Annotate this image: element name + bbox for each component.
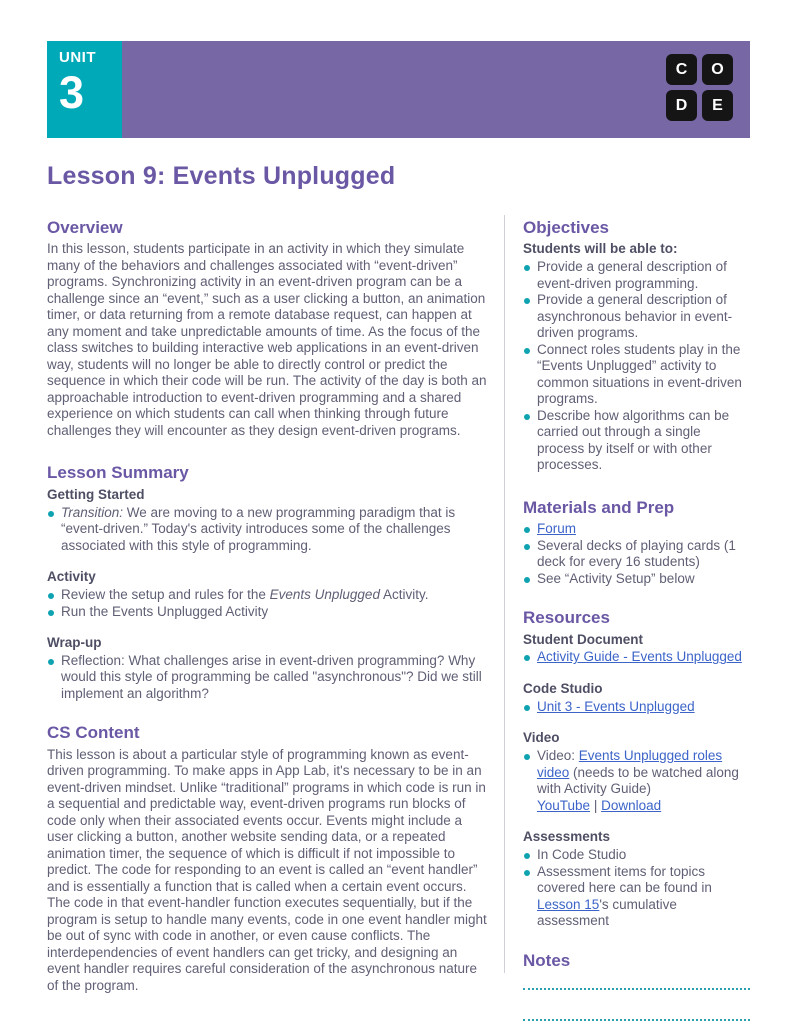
assessments-subheading: Assessments: [523, 829, 611, 845]
text-segment: Connect roles students play in the “Events Unplugged” activity to common situations in event-driven programs.: [537, 341, 742, 407]
notes-heading: Notes: [523, 950, 571, 970]
unit-label: UNIT: [59, 49, 96, 66]
list-item: [47, 653, 487, 703]
list-item: [523, 847, 750, 864]
list-item: [47, 604, 487, 621]
activity-subheading: Activity: [47, 569, 96, 585]
list-item: [523, 342, 750, 408]
getting-started-subheading: Getting Started: [47, 486, 145, 502]
getting-started-list: [47, 505, 487, 555]
link[interactable]: Unit 3 - Events Unplugged: [537, 698, 695, 714]
unit-box: [47, 41, 122, 138]
right-column: [523, 218, 750, 1021]
text-segment: In Code Studio: [537, 847, 627, 863]
logo-letter-c: C: [666, 54, 697, 85]
text-segment: (needs to be watched along with Activity Guide): [537, 764, 739, 797]
list-item: [523, 408, 750, 474]
video-subheading: Video: [523, 730, 560, 746]
student-document-subheading: Student Document: [523, 631, 643, 647]
notes-ruled-line: [523, 988, 750, 990]
objectives-list: [523, 259, 750, 474]
code-studio-list: [523, 699, 750, 716]
link[interactable]: Lesson 15: [537, 896, 600, 912]
list-item: [523, 748, 750, 814]
assessments-list: [523, 847, 750, 930]
text-segment: Reflection: What challenges arise in event-driven programming? Why would this style of programming be called "asynchronous"? Did we still implement an algorithm?: [61, 652, 482, 701]
code-studio-subheading: Code Studio: [523, 680, 603, 696]
lesson-summary-heading: Lesson Summary: [47, 463, 189, 483]
link[interactable]: Events Unplugged roles video: [537, 748, 723, 780]
text-segment: |: [590, 797, 602, 813]
logo-letter-e: E: [702, 90, 733, 121]
materials-list: [523, 521, 750, 587]
column-divider: [504, 215, 505, 973]
text-segment: 's cumulative assessment: [537, 896, 677, 929]
list-item: [523, 538, 750, 571]
student-document-list: [523, 649, 750, 666]
text-segment: Activity.: [379, 587, 429, 603]
link[interactable]: Forum: [537, 521, 577, 537]
logo-letter-d: D: [666, 90, 697, 121]
cs-content-body: This lesson is about a particular style of programming known as event-driven programming. To make apps in App Lab, it's necessary to be in an event-driven mindset. Unlike “traditional” programs in which code is run in a sequential and predictable way, event-driven programs run blocks of code only when their associated events occur. Events might include a user clicking a button, another website sending data, or a repeated animation timer, the sequence of which is difficult if not impossible to predict. The code for responding to an event is called an “event handler” and is essentially a function that is called when a certain event occurs. The code in that event-handler function executes sequentially, but if the program is setup to handle many events, code in one event handler might be out of sync with code in another, or even cause conflicts. The interdependencies of event handlers can get tricky, and designing an event handler requires careful consideration of the asynchronous nature of the program.: [47, 746, 487, 993]
list-item: [523, 571, 750, 588]
wrap-up-subheading: Wrap-up: [47, 635, 102, 651]
list-item: [523, 259, 750, 292]
list-item: [523, 649, 750, 666]
page-title: Lesson 9: Events Unplugged: [47, 162, 396, 190]
overview-body: In this lesson, students participate in an activity in which they simulate many of the behaviors and challenges associated with “event-driven” programs. Synchronizing activity in an event-driven program can be a challenge since an “event,” such as a user clicking a button, an animation timer, or data returning from a remote database request, can happen at any moment and take unpredictable amounts of time. As the focus of the class switches to building interactive web applications in an event-driven way, students will no longer be able to directly control or predict the sequence in which their code will be run. The activity of the day is both an approachable introduction to event-driven programming and a shared experience on which students can call when thinking through future challenges they will encounter as they design event-driven programs.: [47, 241, 487, 438]
list-item: [47, 587, 487, 604]
resources-heading: Resources: [523, 608, 610, 628]
materials-heading: Materials and Prep: [523, 497, 675, 517]
objectives-heading: Objectives: [523, 218, 609, 237]
link[interactable]: Download: [601, 797, 662, 813]
text-segment: Video:: [537, 748, 579, 764]
unit-number: 3: [59, 66, 85, 118]
list-item: [47, 505, 487, 555]
link[interactable]: Activity Guide - Events Unplugged: [537, 649, 742, 665]
overview-heading: Overview: [47, 218, 123, 237]
list-item: [523, 521, 750, 538]
objectives-subheading: Students will be able to:: [523, 241, 678, 257]
notes-ruled-line: [523, 1019, 750, 1021]
text-segment: Review the setup and rules for the: [61, 587, 270, 603]
text-segment: Provide a general description of asynchronous behavior in event-driven programs.: [537, 292, 733, 341]
list-item: [523, 864, 750, 930]
video-list: [523, 748, 750, 814]
list-item: [523, 292, 750, 342]
text-segment: Provide a general description of event-driven programming.: [537, 259, 727, 291]
link[interactable]: YouTube: [537, 797, 591, 813]
text-segment: Several decks of playing cards (1 deck for every 16 students): [537, 537, 736, 570]
text-segment: We are moving to a new programming paradigm that is “event-driven.” Today's activity introduces some of the challenges associated with this style of programming.: [61, 504, 456, 553]
text-segment: Transition:: [61, 504, 124, 520]
text-segment: Describe how algorithms can be carried out through a single process by itself or with other processes.: [537, 407, 730, 473]
logo-letter-o: O: [702, 54, 733, 85]
text-segment: Run the Events Unplugged Activity: [61, 603, 269, 619]
left-column: [47, 218, 487, 994]
text-segment: See “Activity Setup” below: [537, 570, 695, 586]
wrap-up-list: [47, 653, 487, 703]
code-org-logo: [666, 54, 733, 121]
activity-list: [47, 587, 487, 620]
text-segment: Assessment items for topics covered here can be found in: [537, 863, 712, 896]
cs-content-heading: CS Content: [47, 723, 140, 743]
list-item: [523, 699, 750, 716]
unit-banner: [47, 41, 750, 138]
text-segment: Events Unplugged: [269, 587, 380, 603]
